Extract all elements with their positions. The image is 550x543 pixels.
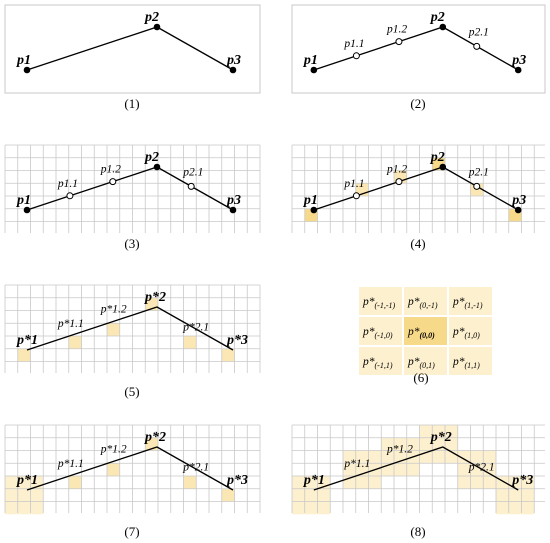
m21-label: p2.1 <box>468 166 489 179</box>
panel-5 <box>5 285 260 373</box>
m21-label: p*2.1 <box>468 461 495 474</box>
panel-frame <box>292 5 545 93</box>
highlight-cell <box>107 323 120 336</box>
highlight-cell <box>356 476 369 489</box>
p3-label: p3 <box>512 53 527 68</box>
highlight-cell <box>31 489 44 502</box>
highlight-cell <box>69 336 82 349</box>
p3-label: p*3 <box>512 473 534 488</box>
p3-label: p3 <box>512 193 527 208</box>
highlight-cell <box>222 489 235 502</box>
highlight-cell <box>69 476 82 489</box>
caption-1: (1) <box>124 96 140 111</box>
caption-8: (8) <box>410 524 426 539</box>
m12-label: p1.2 <box>100 163 121 176</box>
highlight-cell <box>369 476 382 489</box>
p1-label: p1 <box>303 53 318 68</box>
caption-5: (5) <box>124 384 140 399</box>
highlight-cell <box>483 476 496 489</box>
neighborhood-cell-label: $p*_{(0,1)}$ <box>408 356 435 370</box>
highlight-cell <box>369 451 382 464</box>
panel-3 <box>5 145 260 233</box>
highlight-cell <box>31 502 44 515</box>
m11-label: p*1.1 <box>344 457 371 470</box>
p2-label: p*2 <box>145 430 166 445</box>
neighborhood-cell-label: $p*_{(0,-1)}$ <box>408 296 438 310</box>
p1-label: p*1 <box>17 473 38 488</box>
highlight-cell <box>432 451 445 464</box>
highlight-cell <box>292 502 305 515</box>
m12-label: p*1.2 <box>100 443 127 456</box>
highlight-cell <box>522 502 535 515</box>
m12-point <box>396 39 402 45</box>
p3-label: p3 <box>227 193 241 208</box>
m21-label: p*2.1 <box>183 321 210 334</box>
neighborhood-cell-label: $p*_{(-1,1)}$ <box>363 356 393 370</box>
connecting-line <box>27 27 233 70</box>
highlight-cell <box>305 489 318 502</box>
highlight-cell <box>305 502 318 515</box>
highlight-cell <box>5 489 18 502</box>
highlight-cell <box>18 502 31 515</box>
m11-point <box>353 193 359 199</box>
p1-label: p1 <box>17 53 31 68</box>
highlight-cell <box>522 489 535 502</box>
p2-label: p*2 <box>430 430 452 445</box>
highlight-cell <box>496 502 509 515</box>
caption-3: (3) <box>124 236 140 251</box>
panel-7 <box>5 425 260 514</box>
highlight-cell <box>184 336 197 349</box>
panels-layer <box>5 5 545 539</box>
p3-label: p*3 <box>227 473 248 488</box>
m12-label: p*1.2 <box>100 303 127 316</box>
highlight-cell <box>318 502 331 515</box>
highlight-cell <box>471 476 484 489</box>
neighborhood-cell-label: $p*_{(1,1)}$ <box>453 356 480 370</box>
p1-label: p*1 <box>17 333 38 348</box>
neighborhood-grid <box>358 286 493 376</box>
m11-point <box>353 53 359 59</box>
m11-label: p*1.1 <box>57 317 84 330</box>
neighborhood-cell-label: $p*_{(0,0)}$ <box>408 326 435 340</box>
p2-label: p2 <box>430 10 445 25</box>
caption-6: (6) <box>413 370 429 385</box>
neighborhood-cell-label: $p*_{(-1,-1)}$ <box>363 296 396 310</box>
caption-4: (4) <box>410 236 426 251</box>
highlight-cell <box>184 476 197 489</box>
highlight-cell <box>394 463 407 476</box>
panel-1 <box>5 5 260 93</box>
m12-label: p1.2 <box>386 163 408 176</box>
p3-label: p*3 <box>227 333 248 348</box>
highlight-cell <box>5 476 18 489</box>
panel-frame <box>5 5 260 93</box>
m12-label: p1.2 <box>386 23 408 36</box>
caption-2: (2) <box>410 96 426 111</box>
highlight-cell <box>107 463 120 476</box>
m21-point <box>188 183 194 189</box>
highlight-cell <box>292 489 305 502</box>
p2-label: p2 <box>145 150 159 165</box>
m11-label: p1.1 <box>57 177 79 190</box>
panel-4 <box>292 145 545 233</box>
caption-7: (7) <box>124 524 140 539</box>
neighborhood-cell-label: $p*_{(-1,0)}$ <box>363 326 393 340</box>
neighborhood-cell-label: $p*_{(1,-1)}$ <box>453 296 483 310</box>
m11-label: p1.1 <box>344 37 365 50</box>
highlight-cell <box>407 463 420 476</box>
highlight-cell <box>5 502 18 515</box>
highlight-cell <box>509 489 522 502</box>
p1-label: p*1 <box>303 473 325 488</box>
m12-point <box>396 179 402 185</box>
m21-point <box>474 183 480 189</box>
highlight-cell <box>18 349 31 362</box>
m12-point <box>110 179 116 185</box>
neighborhood-cell-label: $p*_{(1,0)}$ <box>453 326 480 340</box>
p1-label: p1 <box>303 193 318 208</box>
highlight-cell <box>496 489 509 502</box>
m21-label: p2.1 <box>468 26 489 39</box>
p2-label: p2 <box>145 10 159 25</box>
m11-label: p1.1 <box>344 177 365 190</box>
p2-label: p*2 <box>145 290 166 305</box>
p1-label: p1 <box>17 193 31 208</box>
p2-label: p2 <box>430 150 445 165</box>
panel-2 <box>292 5 545 93</box>
p3-label: p3 <box>227 53 241 68</box>
highlight-cell <box>458 476 471 489</box>
highlight-cell <box>509 502 522 515</box>
panel-8 <box>292 425 545 514</box>
m11-point <box>67 193 73 199</box>
highlight-cell <box>18 489 31 502</box>
m21-label: p*2.1 <box>183 461 210 474</box>
m21-point <box>474 43 480 49</box>
m11-label: p*1.1 <box>57 457 84 470</box>
m21-label: p2.1 <box>183 166 204 179</box>
highlight-cell <box>222 349 235 362</box>
m12-label: p*1.2 <box>386 443 413 456</box>
highlight-cell <box>318 489 331 502</box>
